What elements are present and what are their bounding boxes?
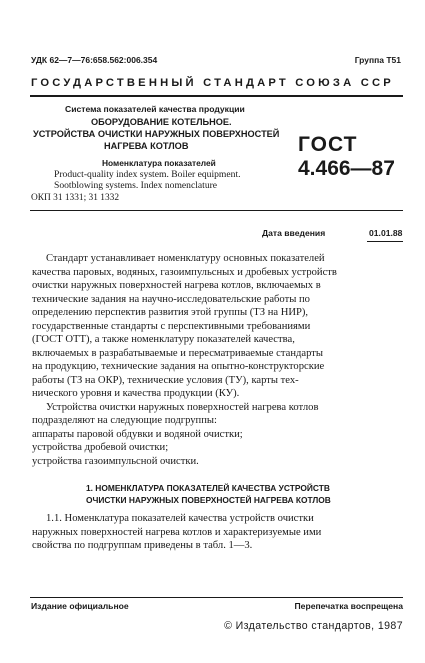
paragraph-1-line: на продукцию, технические задания на опытно-конструкторские: [32, 361, 325, 372]
subgroup-item: устройства дробевой очистки;: [32, 442, 169, 453]
english-title-line-2: Sootblowing systems. Index nomenclature: [54, 180, 218, 191]
paragraph-1-line: работы (ТЗ на ОКР), технические условия (ТУ), карты тех-: [32, 374, 299, 386]
paragraph-3-line: наружных поверхностей нагрева котлов и характеризуемые ими: [32, 526, 322, 538]
paragraph-1-line: включаемых в разрабатываемые и пересматриваемые стандарты: [32, 347, 323, 359]
intro-date-label: Дата введения: [262, 228, 326, 238]
subgroup-item: устройства газоимпульсной очистки.: [32, 455, 199, 467]
udk-code: УДК 62—7—76:658.562:006.354: [31, 55, 158, 65]
title-rule: [30, 210, 403, 211]
intro-date-value: 01.01.88: [369, 228, 403, 238]
title-line-3: НАГРЕВА КОТЛОВ: [104, 141, 189, 151]
edition-label: Издание официальное: [31, 601, 129, 611]
reprint-notice: Перепечатка воспрещена: [294, 601, 403, 611]
paragraph-1-line: определению перспектив развития этой группы (ТЗ на НИР),: [32, 307, 309, 318]
paragraph-1-line: технические задания на научно-исследовательские работы по: [32, 293, 310, 305]
paragraph-1-line: государственные стандарты с перспективными требованиями: [32, 320, 311, 332]
intro-date-underline: [367, 241, 403, 242]
paragraph-1-line: качества паровых, водяных, газоимпульсных и дробевых устройств: [32, 266, 337, 278]
paragraph-2-line: Устройства очистки наружных поверхностей нагрева котлов: [46, 401, 319, 413]
copyright: © Издательство стандартов, 1987: [224, 620, 403, 632]
header-rule: [30, 95, 403, 97]
section-heading-line-1: 1. НОМЕНКЛАТУРА ПОКАЗАТЕЛЕЙ КАЧЕСТВА УСТРОЙСТВ: [86, 483, 330, 493]
gost-number: 4.466—87: [298, 157, 395, 180]
paragraph-2-line: подразделяют на следующие подгруппы:: [32, 415, 217, 426]
title-line-2: УСТРОЙСТВА ОЧИСТКИ НАРУЖНЫХ ПОВЕРХНОСТЕЙ: [33, 129, 280, 139]
paragraph-3-line: 1.1. Номенклатура показателей качества устройств очистки: [46, 513, 314, 524]
okp-codes: ОКП 31 1331; 31 1332: [31, 193, 120, 203]
system-name: Система показателей качества продукции: [65, 104, 245, 114]
subtitle: Номенклатура показателей: [102, 158, 216, 168]
standard-title: ГОСУДАРСТВЕННЫЙ СТАНДАРТ СОЮЗА ССР: [31, 77, 394, 89]
paragraph-1-line: (ГОСТ ОТТ), а также номенклатуру показателей качества,: [32, 334, 295, 345]
paragraph-1-line: нического уровня и качества продукции (КУ).: [32, 388, 240, 399]
subgroup-item: аппараты паровой обдувки и водяной очистки;: [32, 428, 243, 440]
section-heading-line-2: ОЧИСТКИ НАРУЖНЫХ ПОВЕРХНОСТЕЙ НАГРЕВА КОТЛОВ: [86, 495, 331, 505]
paragraph-1-line: очистки наружных поверхностей нагрева котлов, включаемых в: [32, 280, 321, 291]
paragraph-3-line: свойства по подгруппам приведены в табл. 1—3.: [32, 540, 253, 551]
paragraph-1-line: Стандарт устанавливает номенклатуру основных показателей: [46, 253, 325, 264]
title-line-1: ОБОРУДОВАНИЕ КОТЕЛЬНОЕ.: [91, 117, 232, 127]
english-title-line-1: Product-quality index system. Boiler equipment.: [54, 169, 241, 180]
gost-label: ГОСТ: [298, 133, 358, 156]
footer-rule: [30, 597, 403, 598]
group-code: Группа Т51: [354, 55, 401, 65]
